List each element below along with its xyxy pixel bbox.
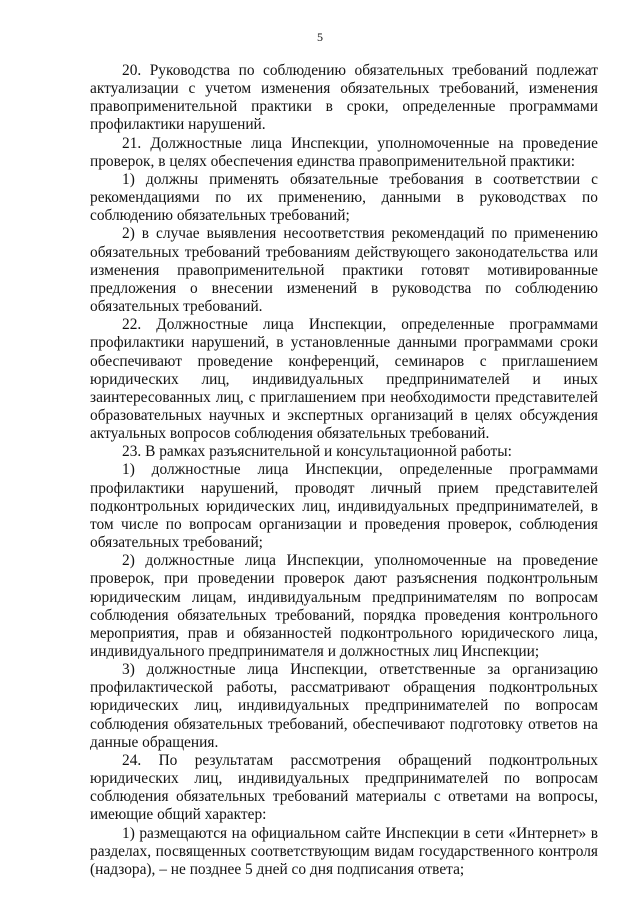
paragraph-20: 20. Руководства по соблюдению обязательных требований подлежат актуализации с учетом изменения обязательных требований, изменения правоприменительной практики в сроки, определенные программами профилактики нарушений. [90,62,598,134]
paragraph-24: 24. По результатам рассмотрения обращений подконтрольных юридических лиц, индивидуальных предпринимателей по вопросам соблюдения обязательных требований материалы с ответами на вопросы, имеющие общий характер: [90,751,598,824]
paragraph-23-item-3: 3) должностные лица Инспекции, ответственные за организацию профилактической работы, рассматривают обращения подконтрольных юридических лиц, индивидуальных предпринимателей по вопросам соблюдения обязательных требований, обеспечивают подготовку ответов на данные обращения. [90,661,598,751]
paragraph-22: 22. Должностные лица Инспекции, определенные программами профилактики нарушений, в установленные данными программами сроки обеспечивают проведение конференций, семинаров с приглашением юридических лиц, индивидуальных предпринимателей и иных заинтересованных лиц, с приглашением при необходимости представителей образовательных научных и экспертных организаций в целях обсуждения актуальных вопросов соблюдения обязательных требований. [90,316,598,443]
paragraph-21: 21. Должностные лица Инспекции, уполномоченные на проведение проверок, в целях обеспечения единства правоприменительной практики: [90,134,598,170]
document-body [90,62,598,879]
paragraph-23-item-1: 1) должностные лица Инспекции, определенные программами профилактики нарушений, проводят личный прием представителей подконтрольных юридических лиц, индивидуальных предпринимателей, в том числе по вопросам организации и проведения проверок, соблюдения обязательных требований; [90,461,598,552]
paragraph-24-item-1: 1) размещаются на официальном сайте Инспекции в сети «Интернет» в разделах, посвященных соответствующим видам государственного контроля (надзора), – не позднее 5 дней со дня подписания ответа; [90,824,598,878]
paragraph-23-item-2: 2) должностные лица Инспекции, уполномоченные на проведение проверок, при проведении проверок дают разъяснения подконтрольным юридическим лицам, индивидуальным предпринимателям по вопросам соблюдения обязательных требований, порядка проведения контрольного мероприятия, прав и обязанностей подконтрольного юридического лица, индивидуального предпринимателя и должностных лиц Инспекции; [90,552,598,660]
paragraph-21-item-2: 2) в случае выявления несоответствия рекомендаций по применению обязательных требований требованиям действующего законодательства или изменения правоприменительной практики готовят мотивированные предложения о внесении изменений в руководства по соблюдению обязательных требований. [90,225,598,316]
page-number: 5 [317,30,323,44]
paragraph-23: 23. В рамках разъяснительной и консультационной работы: [122,443,512,461]
paragraph-21-item-1: 1) должны применять обязательные требования в соответствии с рекомендациями по их применению, данными в руководствах по соблюдению обязательных требований; [90,170,598,225]
